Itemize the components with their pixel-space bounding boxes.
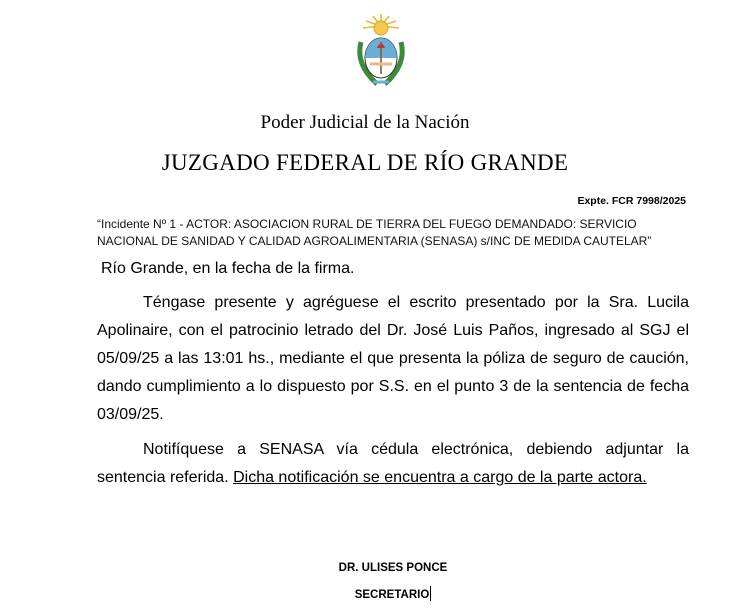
signatory-name: DR. ULISES PONCE bbox=[338, 562, 448, 574]
case-number: Expte. FCR 7998/2025 bbox=[577, 195, 686, 207]
paragraph-filing: Téngase presente y agréguese el escrito presentado por la Sra. Lucila Apolinaire, con el patrocinio letrado del Dr. José Luis Paños, ingresado al SGJ el 05/09/25 a las 13:01 hs., mediante el que presenta la póliza de seguro de caución, dando cumplimiento a lo dispuesto por S.S. en el punto 3 de la sentencia de fecha 03/09/25. bbox=[97, 294, 689, 423]
institution-name: Poder Judicial de la Nación bbox=[260, 112, 470, 133]
national-coat-of-arms-icon bbox=[351, 12, 411, 90]
court-title: JUZGADO FEDERAL DE RÍO GRANDE bbox=[161, 150, 569, 175]
signatory-role-line[interactable] bbox=[28, 586, 730, 601]
notification-order: Notifíquese a SENASA vía cédula electrónica, debiendo adjuntar la sentencia referida. bbox=[97, 441, 689, 486]
notification-responsibility: Dicha notificación se encuentra a cargo de la parte actora. bbox=[233, 469, 647, 486]
text-cursor bbox=[430, 586, 431, 601]
place-and-date: Río Grande, en la fecha de la firma. bbox=[101, 260, 355, 277]
signatory-role: SECRETARIO bbox=[354, 589, 430, 601]
case-caption: “Incidente Nº 1 - ACTOR: ASOCIACION RURAL DE TIERRA DEL FUEGO DEMANDADO: SERVICIO NACIONAL DE SANIDAD Y CALIDAD AGROALIMENTARIA (SENASA) s/INC DE MEDIDA CAUTELAR” bbox=[97, 217, 652, 248]
paragraph-notification bbox=[97, 436, 689, 492]
